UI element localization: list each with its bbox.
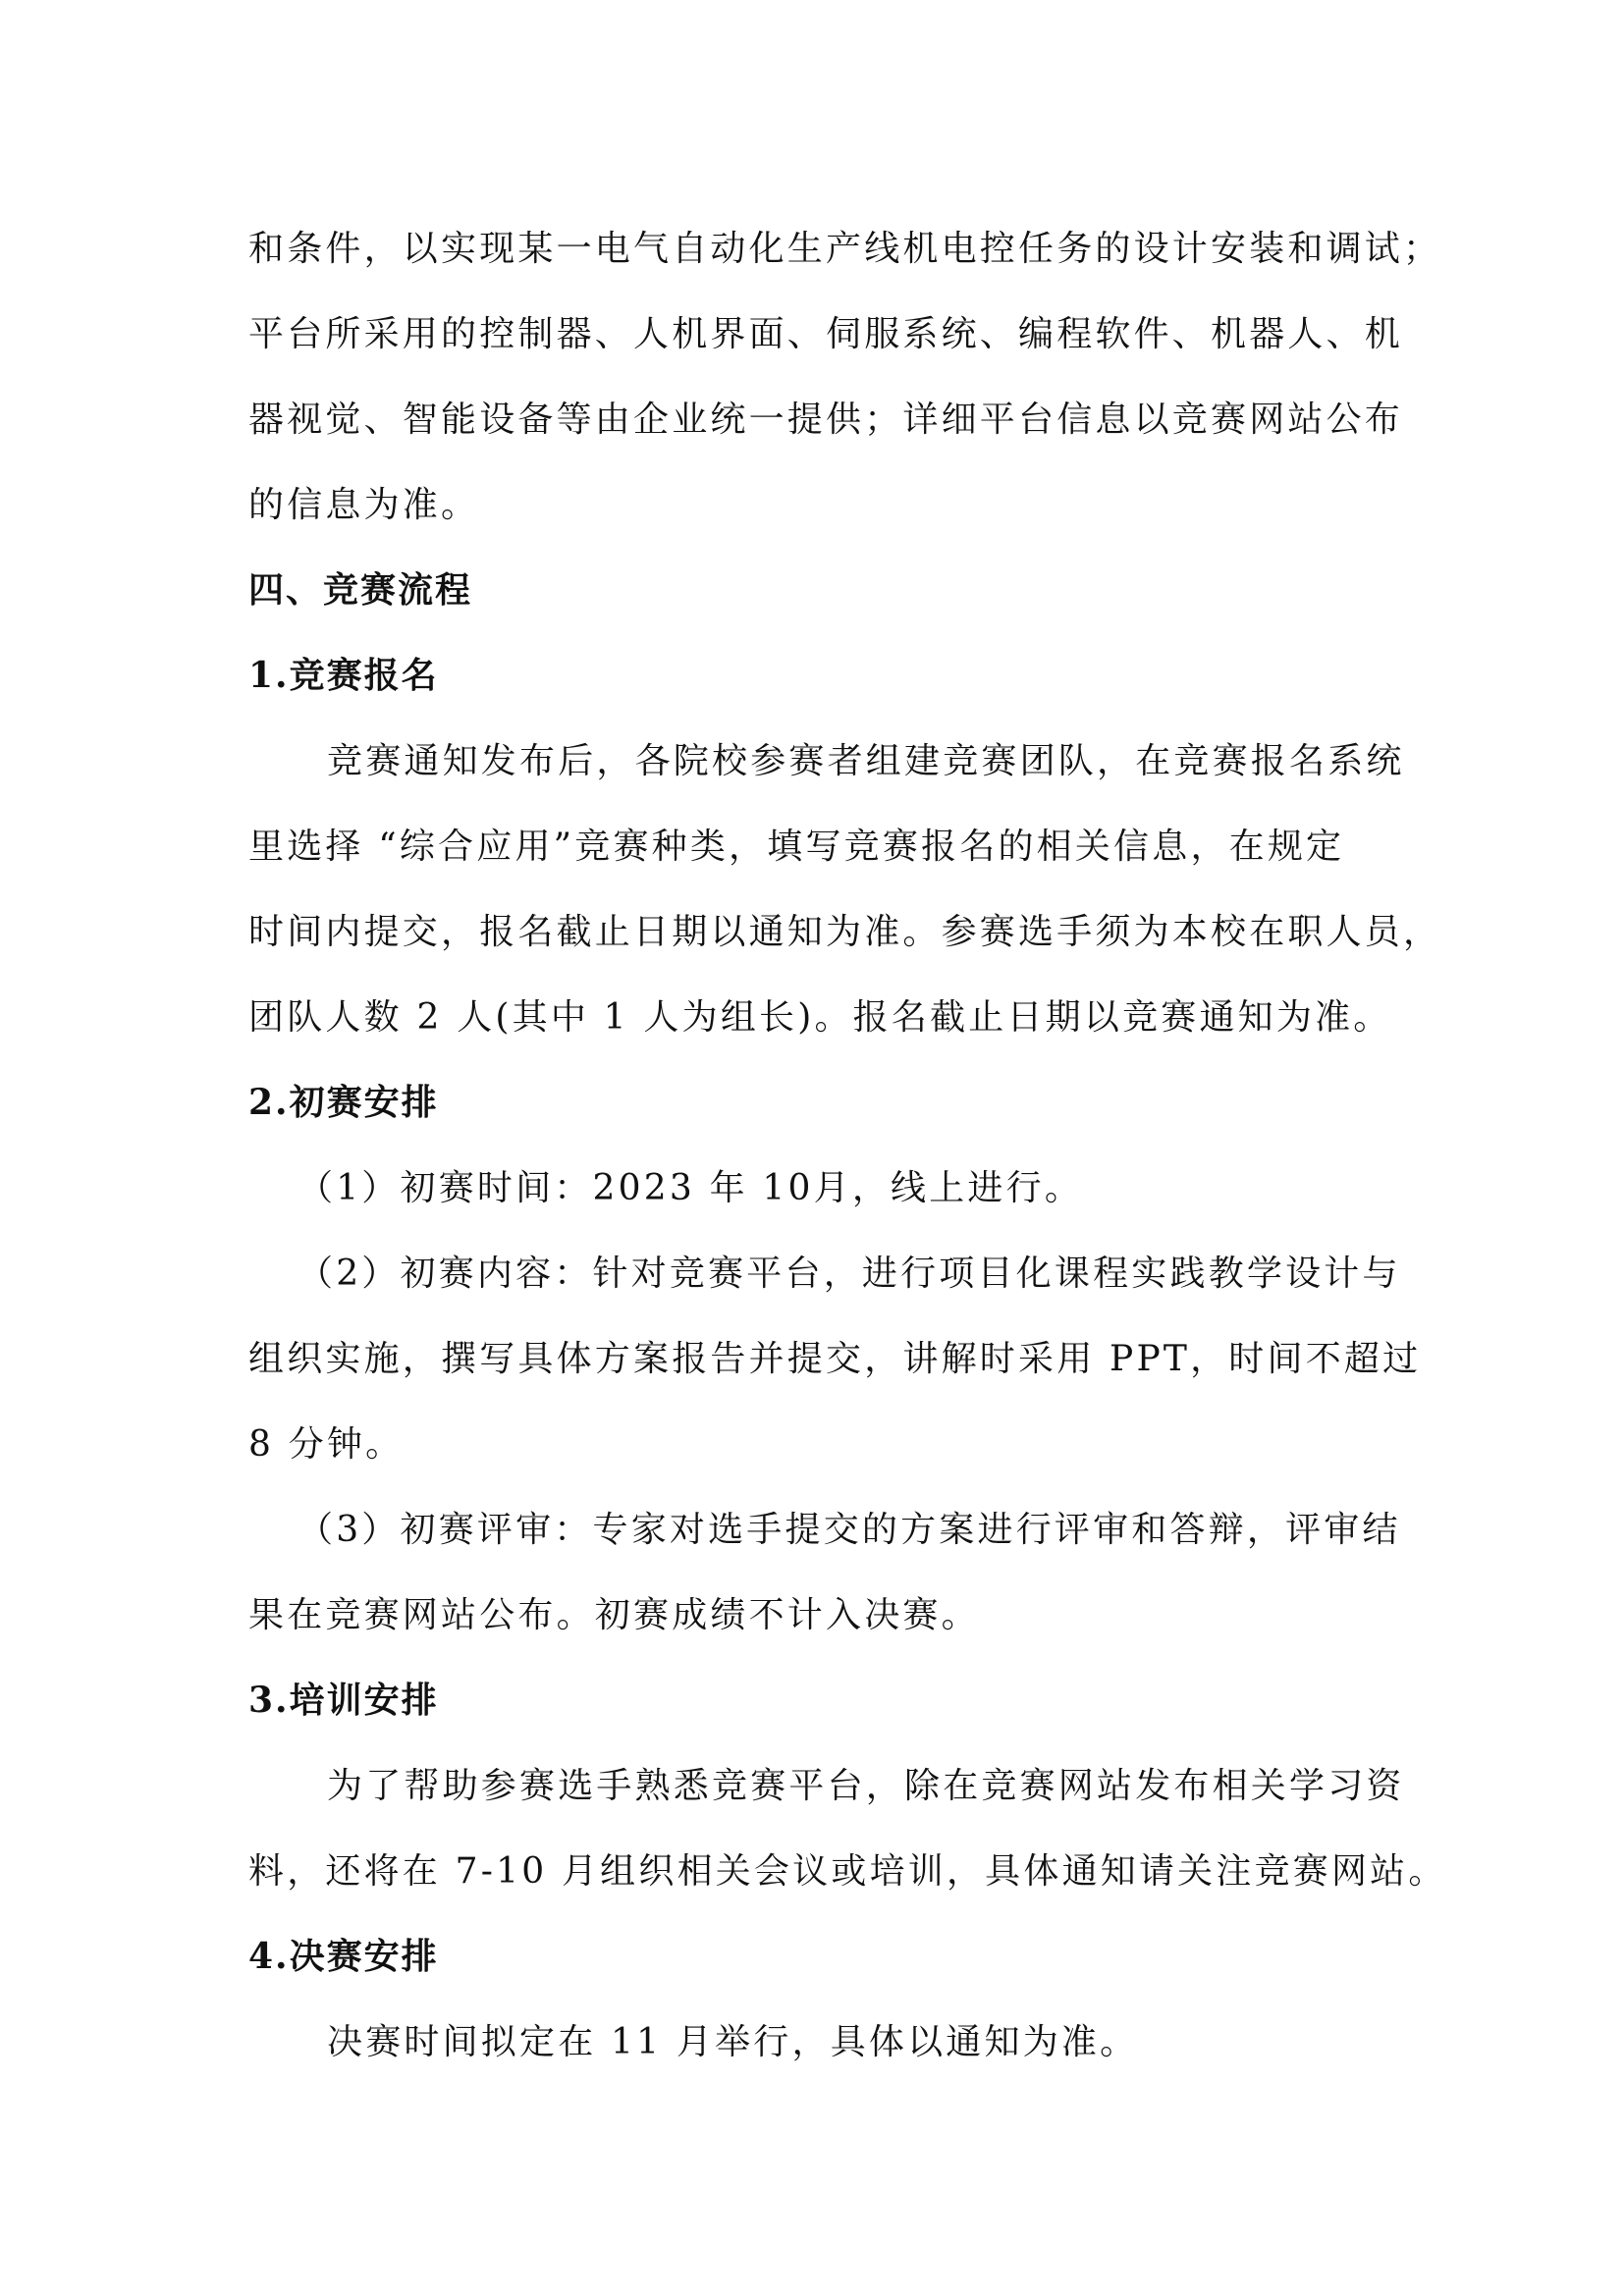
- paragraph-line: 器视觉、智能设备等由企业统一提供；详细平台信息以竞赛网站公布: [248, 400, 1404, 440]
- paragraph-line: 组织实施，撰写具体方案报告并提交，讲解时采用 PPT，时间不超过: [248, 1339, 1422, 1379]
- paragraph-line: 竞赛通知发布后，各院校参赛者组建竞赛团队，在竞赛报名系统: [327, 741, 1405, 781]
- paragraph-line: 料，还将在 7-10 月组织相关会议或培训，具体通知请关注竞赛网站。: [248, 1851, 1447, 1892]
- subsection-heading: 1.竞赛报名: [248, 655, 439, 696]
- list-item: （2）初赛内容：针对竞赛平台，进行项目化课程实践教学设计与: [298, 1254, 1401, 1294]
- list-item: （3）初赛评审：专家对选手提交的方案进行评审和答辩，评审结: [298, 1510, 1401, 1550]
- list-item: （1）初赛时间：2023 年 10月，线上进行。: [298, 1168, 1084, 1208]
- paragraph-line: 的信息为准。: [248, 485, 480, 525]
- paragraph-line: 果在竞赛网站公布。初赛成绩不计入决赛。: [248, 1595, 980, 1635]
- paragraph-line: 8 分钟。: [248, 1424, 405, 1465]
- subsection-heading: 2.初赛安排: [248, 1082, 439, 1123]
- paragraph-line: 和条件，以实现某一电气自动化生产线机电控任务的设计安装和调试；: [248, 229, 1442, 269]
- paragraph-line: 为了帮助参赛选手熟悉竞赛平台，除在竞赛网站发布相关学习资: [327, 1766, 1405, 1806]
- subsection-heading: 3.培训安排: [248, 1680, 439, 1721]
- paragraph-line: 决赛时间拟定在 11 月举行，具体以通知为准。: [327, 2022, 1139, 2062]
- subsection-heading: 4.决赛安排: [248, 1936, 439, 1977]
- paragraph-line: 里选择 “综合应用”竞赛种类，填写竞赛报名的相关信息，在规定: [248, 827, 1345, 867]
- section-heading: 四、竞赛流程: [248, 569, 473, 611]
- paragraph-line: 平台所采用的控制器、人机界面、伺服系统、编程软件、机器人、机: [248, 314, 1404, 354]
- document-body: [248, 206, 1447, 2085]
- paragraph-line: 时间内提交，报名截止日期以通知为准。参赛选手须为本校在职人员，: [248, 912, 1442, 952]
- paragraph-line: 团队人数 2 人(其中 1 人为组长)。报名截止日期以竞赛通知为准。: [248, 997, 1392, 1038]
